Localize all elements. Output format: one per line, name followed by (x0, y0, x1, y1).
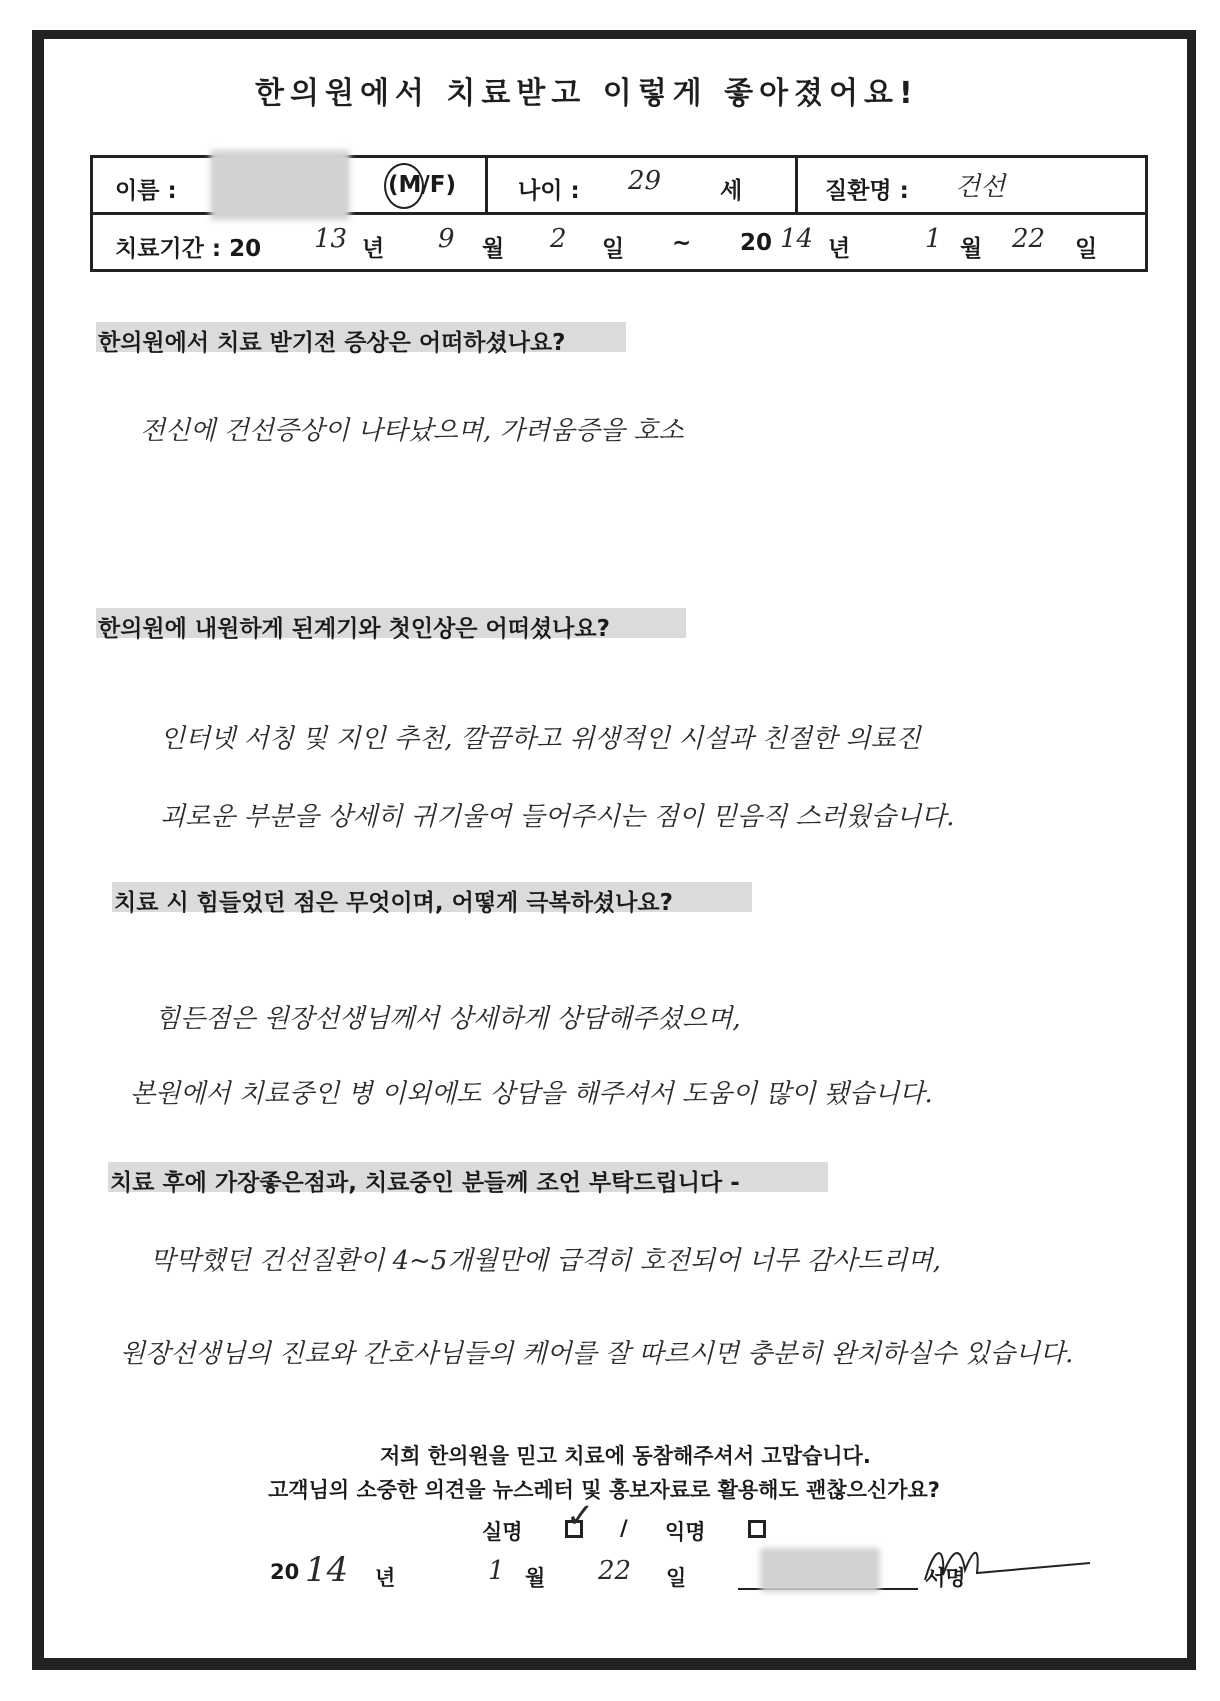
end-year-unit: 년 (828, 236, 851, 262)
disease-label: 질환명 : (825, 178, 909, 204)
age-value: 29 (628, 166, 662, 196)
name-redacted (210, 150, 350, 220)
period-tilde: ~ (672, 230, 692, 256)
signer-name-redacted (760, 1548, 880, 1592)
end-day-unit: 일 (1075, 236, 1098, 262)
question-3: 치료 시 힘들었던 점은 무엇이며, 어떻게 극복하셨나요? (114, 890, 673, 916)
start-year: 13 (314, 224, 348, 254)
end-year: 14 (780, 224, 814, 254)
answer-4-line-1: 막막했던 건선질환이 4~5개월만에 급격히 호전되어 너무 감사드리며, (150, 1246, 941, 1276)
sign-date-month-unit: 월 (525, 1566, 546, 1590)
start-month-unit: 월 (482, 236, 505, 262)
footer-thanks: 저희 한의원을 믿고 치료에 동참해주셔서 고맙습니다. (380, 1444, 871, 1468)
answer-2-line-2: 괴로운 부분을 상세히 귀기울여 들어주시는 점이 믿음직 스러웠습니다. (160, 802, 955, 832)
sign-date-prefix: 20 (270, 1560, 300, 1584)
sign-date-year-unit: 년 (375, 1566, 396, 1590)
start-year-unit: 년 (362, 236, 385, 262)
header-col-divider-1 (485, 155, 488, 213)
real-name-checkmark: ✓ (566, 1496, 595, 1536)
end-month-unit: 월 (960, 236, 983, 262)
answer-2-line-1: 인터넷 서칭 및 지인 추천, 깔끔하고 위생적인 시설과 친절한 의료진 (160, 724, 921, 754)
footer-consent-question: 고객님의 소중한 의견을 뉴스레터 및 홍보자료로 활용해도 괜찮으신가요? (268, 1478, 940, 1502)
answer-3-line-2: 본원에서 치료중인 병 이외에도 상담을 해주셔서 도움이 많이 됐습니다. (130, 1079, 933, 1109)
end-year-prefix: 20 (740, 230, 773, 256)
sign-date-year: 14 (305, 1550, 349, 1590)
anonymous-checkbox[interactable] (748, 1520, 766, 1538)
start-day: 2 (550, 224, 567, 254)
period-label: 치료기간 : 20 (115, 236, 262, 262)
sign-date-day-unit: 일 (666, 1566, 687, 1590)
sign-date-month: 1 (488, 1556, 505, 1586)
disease-value: 건선 (955, 172, 1006, 202)
start-day-unit: 일 (602, 236, 625, 262)
answer-3-line-1: 힘든점은 원장선생님께서 상세하게 상담해주셨으며, (155, 1004, 741, 1034)
document-frame (32, 30, 1196, 1670)
end-month: 1 (925, 224, 942, 254)
header-col-divider-2 (795, 155, 798, 213)
signature-label: 서명 (925, 1566, 966, 1590)
consent-slash: / (620, 1516, 628, 1540)
anonymous-label: 익명 (665, 1520, 706, 1544)
answer-1-line-1: 전신에 건선증상이 나타났으며, 가려움증을 호소 (140, 416, 684, 446)
gender-label: (M/F) (388, 172, 457, 198)
age-label: 나이 : (518, 178, 580, 204)
question-4: 치료 후에 가장좋은점과, 치료중인 분들께 조언 부탁드립니다 - (110, 1170, 740, 1196)
age-unit: 세 (720, 178, 743, 204)
real-name-label: 실명 (482, 1520, 523, 1544)
sign-date-day: 22 (598, 1556, 632, 1586)
signature-scribble (915, 1535, 1095, 1595)
question-2: 한의원에 내원하게 된계기와 첫인상은 어떠셨나요? (98, 616, 610, 642)
end-day: 22 (1012, 224, 1046, 254)
name-label: 이름 : (115, 178, 177, 204)
question-1: 한의원에서 치료 받기전 증상은 어떠하셨나요? (98, 330, 566, 356)
answer-4-line-2: 원장선생님의 진료와 간호사님들의 케어를 잘 따르시면 충분히 완치하실수 있습니다. (120, 1339, 1074, 1369)
page-title: 한의원에서 치료받고 이렇게 좋아졌어요! (255, 76, 919, 111)
start-month: 9 (438, 224, 455, 254)
gender-m-circle (384, 163, 424, 209)
